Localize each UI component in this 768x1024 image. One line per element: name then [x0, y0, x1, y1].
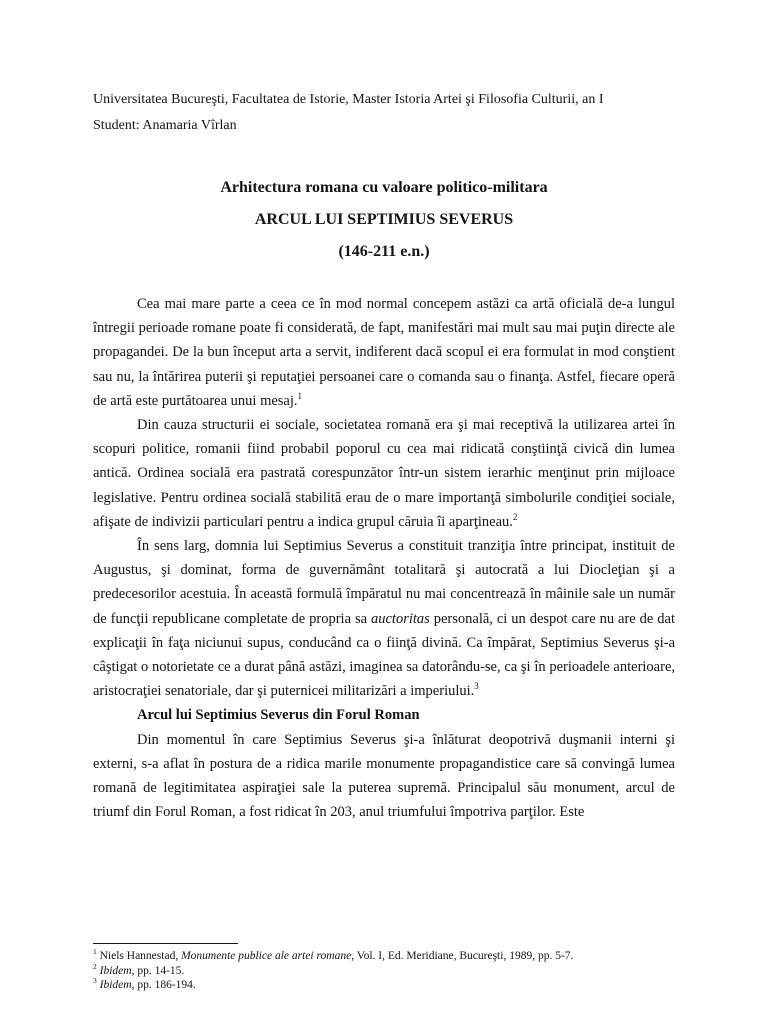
paragraph-3: [93, 534, 675, 703]
paragraph-2: [93, 413, 675, 534]
title-block: [93, 172, 675, 268]
affiliation-line: Universitatea Bucureşti, Facultatea de Istorie, Master Istoria Artei şi Filosofia Culturii, an I: [93, 92, 604, 107]
paragraph-3-text-a: În sens larg, domnia lui Septimius Severus a constituit tranziţia între principat, instituit de Augustus, şi dominat, forma de guvernământ totalitară şi autocrată a lui Diocleţian şi a predecesorilor acestuia. În această formulă împăratul nu mai concentrează în mâinile sale un număr de funcţii republicane completate de propria sa: [93, 538, 675, 627]
footnote-2: [93, 961, 693, 979]
footnote-number: 1: [93, 947, 97, 957]
footnote-title: Ibidem: [99, 964, 132, 977]
footnote-1: [93, 949, 693, 964]
footnote-detail: , pp. 14-15.: [131, 964, 185, 977]
footnote-detail: , pp. 186-194.: [131, 979, 196, 991]
footnotes: [93, 949, 693, 993]
document-body: [93, 292, 675, 824]
footnote-ref-2: 2: [512, 512, 518, 522]
footnote-3: [93, 978, 693, 993]
paragraph-3-text-b: personală, ci un despot care nu are de dat explicaţii în faţa niciunui supus, conducând ca o fiinţă divină. Ca împărat, Septimius Severus şi-a câştigat o notorietate ce a durat până astăzi, imaginea sa datorându-se, ca şi în perioadele anterioare, aristocraţiei senatoriale, dar şi puternicei militarizări a imperiului.: [93, 610, 675, 700]
footnote-author: Niels Hannestad,: [99, 950, 182, 962]
paragraph-3-italic: auctoritas: [370, 610, 430, 627]
paragraph-1: [93, 292, 675, 413]
document-dates: (146-211 e.n.): [338, 243, 430, 260]
paragraph-1-text: Cea mai mare parte a ceea ce în mod normal concepem astăzi ca artă oficială de-a lungul întregii perioade romane poate fi considerată, de fapt, manifestări mai mult sau mai puţin directe ale propagandei. De la bun început arta a servit, indiferent dacă scopul ei era formulat in mod conştient sau nu, la întărirea puterii şi reputaţiei persoanei care o comanda sau o finanţa. Astfel, fiecare operă de artă este purtătoarea unui mesaj.: [93, 296, 675, 409]
document-header: [93, 87, 733, 139]
footnote-title: Ibidem: [99, 979, 132, 991]
footnote-number: 2: [93, 961, 97, 971]
footnote-title: Monumente publice ale artei romane: [181, 950, 352, 962]
footnote-ref-3: 3: [474, 681, 479, 692]
footnote-divider: [93, 943, 238, 944]
footnote-ref-1: 1: [297, 390, 303, 401]
footnote-detail: , Vol. I, Ed. Meridiane, Bucureşti, 1989, pp. 5-7.: [351, 950, 574, 962]
footnote-number: 3: [93, 976, 97, 986]
document-title: Arhitectura romana cu valoare politico-militara: [220, 179, 548, 196]
paragraph-2-text: Din cauza structurii ei sociale, societatea romană era şi mai receptivă la utilizarea artei în scopuri politice, romanii fiind probabil poporul cu cea mai ridicată conştiinţă civică din lumea antică. Ordinea socială era pastrată corespunzător într-un sistem ierarhic menţinut prin mijloace legislative. Pentru ordinea socială stabilită erau de o mare importanţă simbolurile condiţiei sociale, afişate de indivizii particulari pentru a indica grupul căruia îi aparţineau.: [93, 417, 675, 530]
section-heading: Arcul lui Septimius Severus din Forul Roman: [137, 707, 420, 724]
document-subtitle: ARCUL LUI SEPTIMIUS SEVERUS: [254, 211, 514, 228]
student-line: Student: Anamaria Vîrlan: [93, 118, 237, 133]
paragraph-4: Din momentul în care Septimius Severus şi-a înlăturat deopotrivă duşmanii interni şi externi, s-a aflat în postura de a ridica marile monumente propagandistice care să convingă lumea romană de legitimitatea aspiraţiei sale la puterea supremă. Principalul său monument, arcul de triumf din Forul Roman, a fost ridicat în 203, anul triumfului împotriva parţilor. Este: [93, 731, 675, 821]
